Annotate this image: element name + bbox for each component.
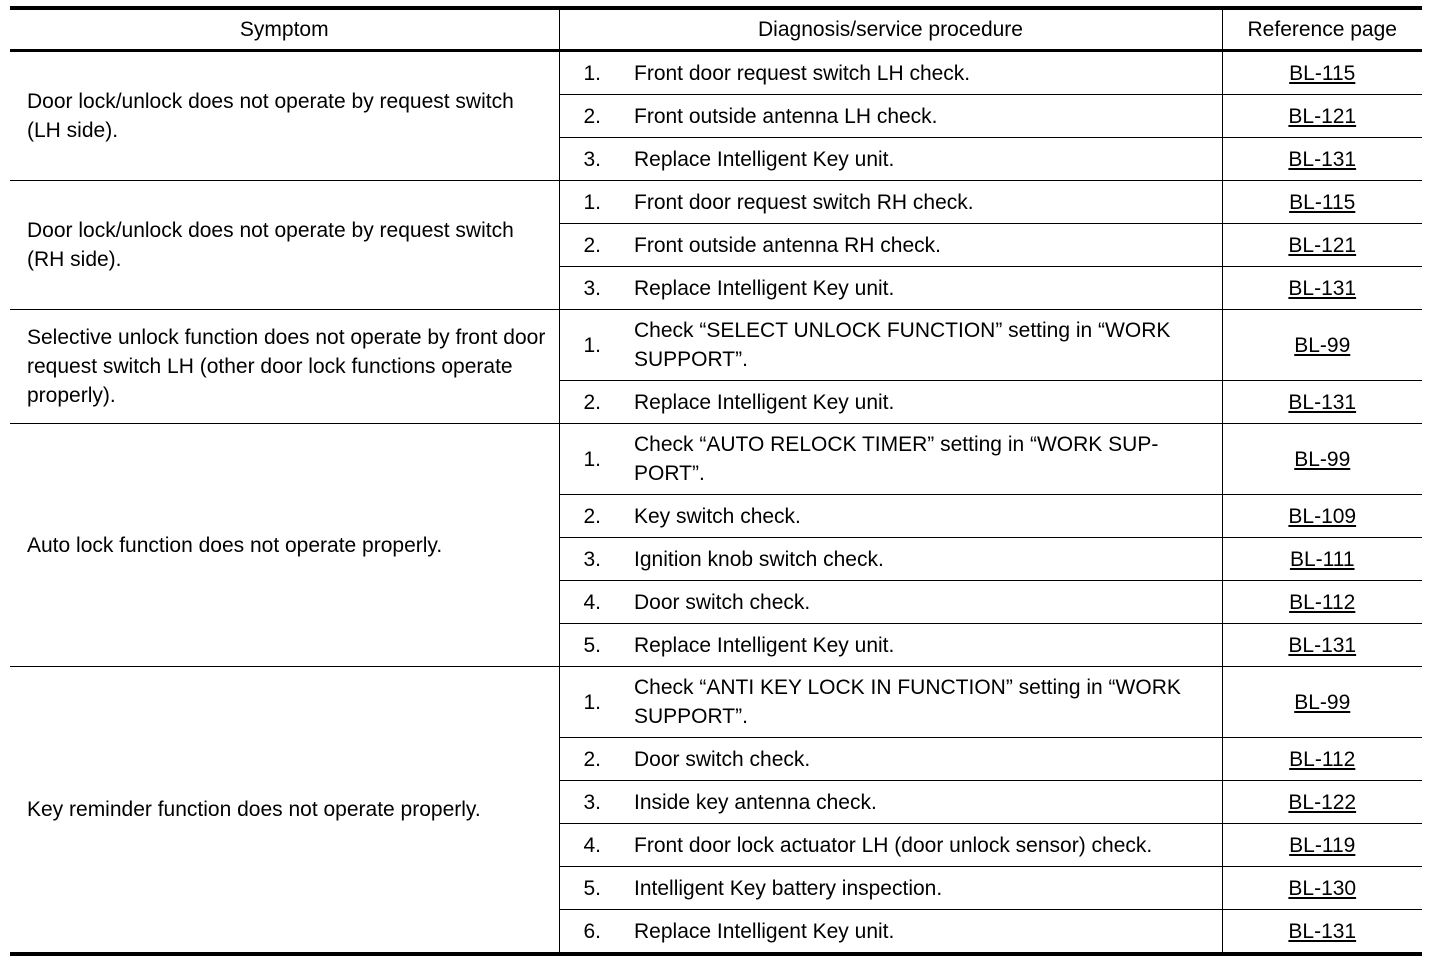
reference-link[interactable]: BL-115	[1289, 61, 1356, 85]
step-text: Inside key antenna check.	[634, 781, 1222, 824]
step-number: 2.	[559, 95, 634, 138]
step-text: Replace Intelligent Key unit.	[634, 381, 1222, 424]
header-row	[10, 8, 1422, 51]
step-text: Front door lock actuator LH (door unlock sensor) check.	[634, 824, 1222, 867]
step-text: Front door request switch LH check.	[634, 61, 971, 85]
step-number: 3.	[559, 138, 634, 181]
step-text: Front door request switch RH check.	[634, 181, 1222, 224]
step-number: 2.	[559, 495, 634, 538]
reference-link[interactable]: BL-122	[1288, 790, 1357, 814]
reference-link[interactable]: BL-111	[1289, 547, 1355, 571]
step-text: Replace Intelligent Key unit.	[634, 624, 1222, 667]
step-text: Ignition knob switch check.	[634, 538, 1222, 581]
symptom-group-selective-unlock	[10, 310, 1422, 424]
reference-link[interactable]: BL-99	[1294, 447, 1351, 471]
reference-link[interactable]: BL-109	[1288, 504, 1357, 528]
step-text: Door switch check.	[634, 581, 1222, 624]
step-text: Front outside antenna LH check.	[634, 95, 1222, 138]
symptom-group-auto-lock	[10, 424, 1422, 667]
table-row	[10, 424, 1422, 495]
table-row	[10, 51, 1422, 95]
step-text: Check “ANTI KEY LOCK IN FUNCTION” setting in “WORK SUPPORT”.	[634, 667, 1222, 738]
step-text: Check “SELECT UNLOCK FUNCTION” setting in “WORK SUPPORT”.	[634, 310, 1222, 381]
step-number: 6.	[559, 910, 634, 955]
diagnosis-table	[10, 6, 1422, 956]
table-row	[10, 181, 1422, 224]
reference-link[interactable]: BL-131	[1288, 147, 1357, 171]
step-text: Check “AUTO RELOCK TIMER” setting in “WORK SUP-PORT”.	[634, 424, 1222, 495]
step-text: Door switch check.	[634, 738, 1222, 781]
step-number: 3.	[559, 538, 634, 581]
reference-link[interactable]: BL-99	[1294, 690, 1351, 714]
step-number: 2.	[559, 224, 634, 267]
reference-link[interactable]: BL-131	[1288, 919, 1357, 943]
step-number: 1.	[559, 310, 634, 381]
reference-link[interactable]: BL-112	[1289, 590, 1356, 614]
reference-link[interactable]: BL-121	[1288, 233, 1357, 257]
reference-link[interactable]: BL-130	[1288, 876, 1357, 900]
step-number: 4.	[559, 581, 634, 624]
step-number: 1.	[559, 667, 634, 738]
step-text: Key switch check.	[634, 495, 1222, 538]
symptom-cell: Key reminder function does not operate properly.	[10, 667, 559, 955]
symptom-cell: Auto lock function does not operate properly.	[10, 424, 559, 667]
step-number: 2.	[559, 381, 634, 424]
step-text: Intelligent Key battery inspection.	[634, 867, 1222, 910]
table-row	[10, 310, 1422, 381]
step-text: Replace Intelligent Key unit.	[634, 138, 1222, 181]
symptom-cell: Door lock/unlock does not operate by request switch (LH side).	[27, 90, 514, 142]
symptom-cell: Selective unlock function does not operate by front door request switch LH (other door lock functions operate properly).	[10, 310, 559, 424]
reference-link[interactable]: BL-131	[1288, 390, 1357, 414]
step-number: 2.	[559, 738, 634, 781]
step-number: 4.	[559, 824, 634, 867]
table-row	[10, 667, 1422, 738]
header-reference: Reference page	[1222, 8, 1422, 51]
step-text: Replace Intelligent Key unit.	[634, 910, 1222, 955]
step-number: 3.	[559, 781, 634, 824]
symptom-cell: Door lock/unlock does not operate by request switch (RH side).	[10, 181, 559, 310]
step-number: 1.	[559, 51, 634, 95]
reference-link[interactable]: BL-112	[1289, 747, 1356, 771]
step-number: 5.	[559, 867, 634, 910]
reference-link[interactable]: BL-115	[1289, 190, 1356, 214]
reference-link[interactable]: BL-121	[1288, 104, 1357, 128]
reference-link[interactable]: BL-131	[1288, 276, 1357, 300]
step-number: 5.	[559, 624, 634, 667]
reference-link[interactable]: BL-131	[1288, 633, 1357, 657]
symptom-group-key-reminder	[10, 667, 1422, 955]
reference-link[interactable]: BL-119	[1289, 833, 1356, 857]
step-text: Front outside antenna RH check.	[634, 224, 1222, 267]
symptom-group-lh-request-switch	[10, 51, 1422, 181]
header-symptom: Symptom	[10, 8, 559, 51]
step-number: 3.	[559, 267, 634, 310]
header-procedure: Diagnosis/service procedure	[559, 8, 1222, 51]
symptom-group-rh-request-switch	[10, 181, 1422, 310]
step-number: 1.	[559, 181, 634, 224]
reference-link[interactable]: BL-99	[1294, 333, 1351, 357]
step-text: Replace Intelligent Key unit.	[634, 267, 1222, 310]
step-number: 1.	[559, 424, 634, 495]
